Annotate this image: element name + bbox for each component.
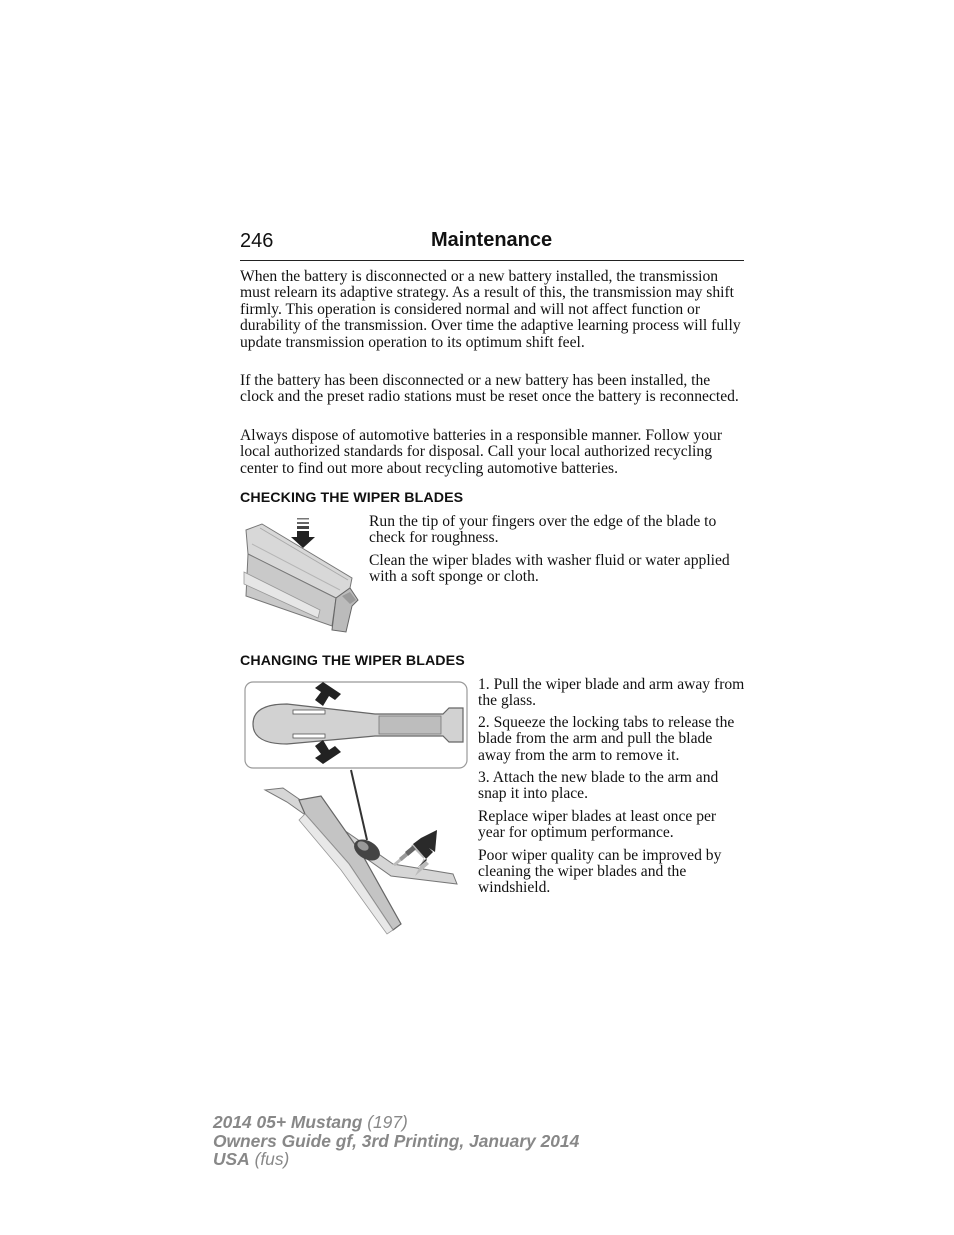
footer-line-2 [213,1132,579,1151]
section-heading-changing: CHANGING THE WIPER BLADES [240,653,465,669]
page-header [240,228,744,261]
changing-note-1: Replace wiper blades at least once per year for optimum performance. [478,807,717,842]
footer-model: 2014 05+ Mustang [213,1112,363,1132]
footer-line-1 [213,1113,579,1132]
changing-step-2: 2. Squeeze the locking tabs to release the blade from the arm and pull the blade away from the arm to remove it. [478,713,735,764]
footer-printing: Owners Guide gf, 3rd Printing, January 2014 [213,1130,580,1151]
page-number: 246 [240,230,274,252]
checking-text [369,514,745,586]
section-heading-checking: CHECKING THE WIPER BLADES [240,490,464,506]
chapter-title: Maintenance [431,229,553,251]
intro-paragraph-2: If the battery has been disconnected or a new battery has been installed, the clock and the preset radio stations must be reset once the battery is reconnected. [240,372,739,406]
footer-line-3 [213,1150,579,1169]
footer-market-code: (fus) [254,1149,290,1170]
wiper-blade-change-illustration [243,678,471,936]
changing-step-1: 1. Pull the wiper blade and arm away from the glass. [478,676,745,710]
wiper-blade-check-illustration [240,514,362,634]
footer-market: USA [213,1149,250,1170]
intro-paragraph-1: When the battery is disconnected or a new battery installed, the transmission must relearn its adaptive strategy. As a result of this, the transmission may shift firmly. This operation is considered normal and will not affect function or durability of the transmission. Over time the adaptive learning process will fully update transmission operation to its optimum shift feel. [240,268,741,351]
footer-model-code: (197) [367,1112,408,1132]
changing-step-3: 3. Attach the new blade to the arm and snap it into place. [478,769,719,803]
checking-paragraph-1: Run the tip of your fingers over the edge of the blade to check for roughness. [369,513,717,547]
checking-paragraph-2: Clean the wiper blades with washer fluid or water applied with a soft sponge or cloth. [369,551,730,586]
changing-note-2: Poor wiper quality can be improved by cleaning the wiper blades and the windshield. [478,846,722,897]
intro-paragraph-3: Always dispose of automotive batteries in a responsible manner. Follow your local authorized standards for disposal. Call your local authorized recycling center to find out more about recycling automotive batteries. [240,427,723,477]
page-footer [213,1113,579,1169]
changing-text [478,677,746,897]
